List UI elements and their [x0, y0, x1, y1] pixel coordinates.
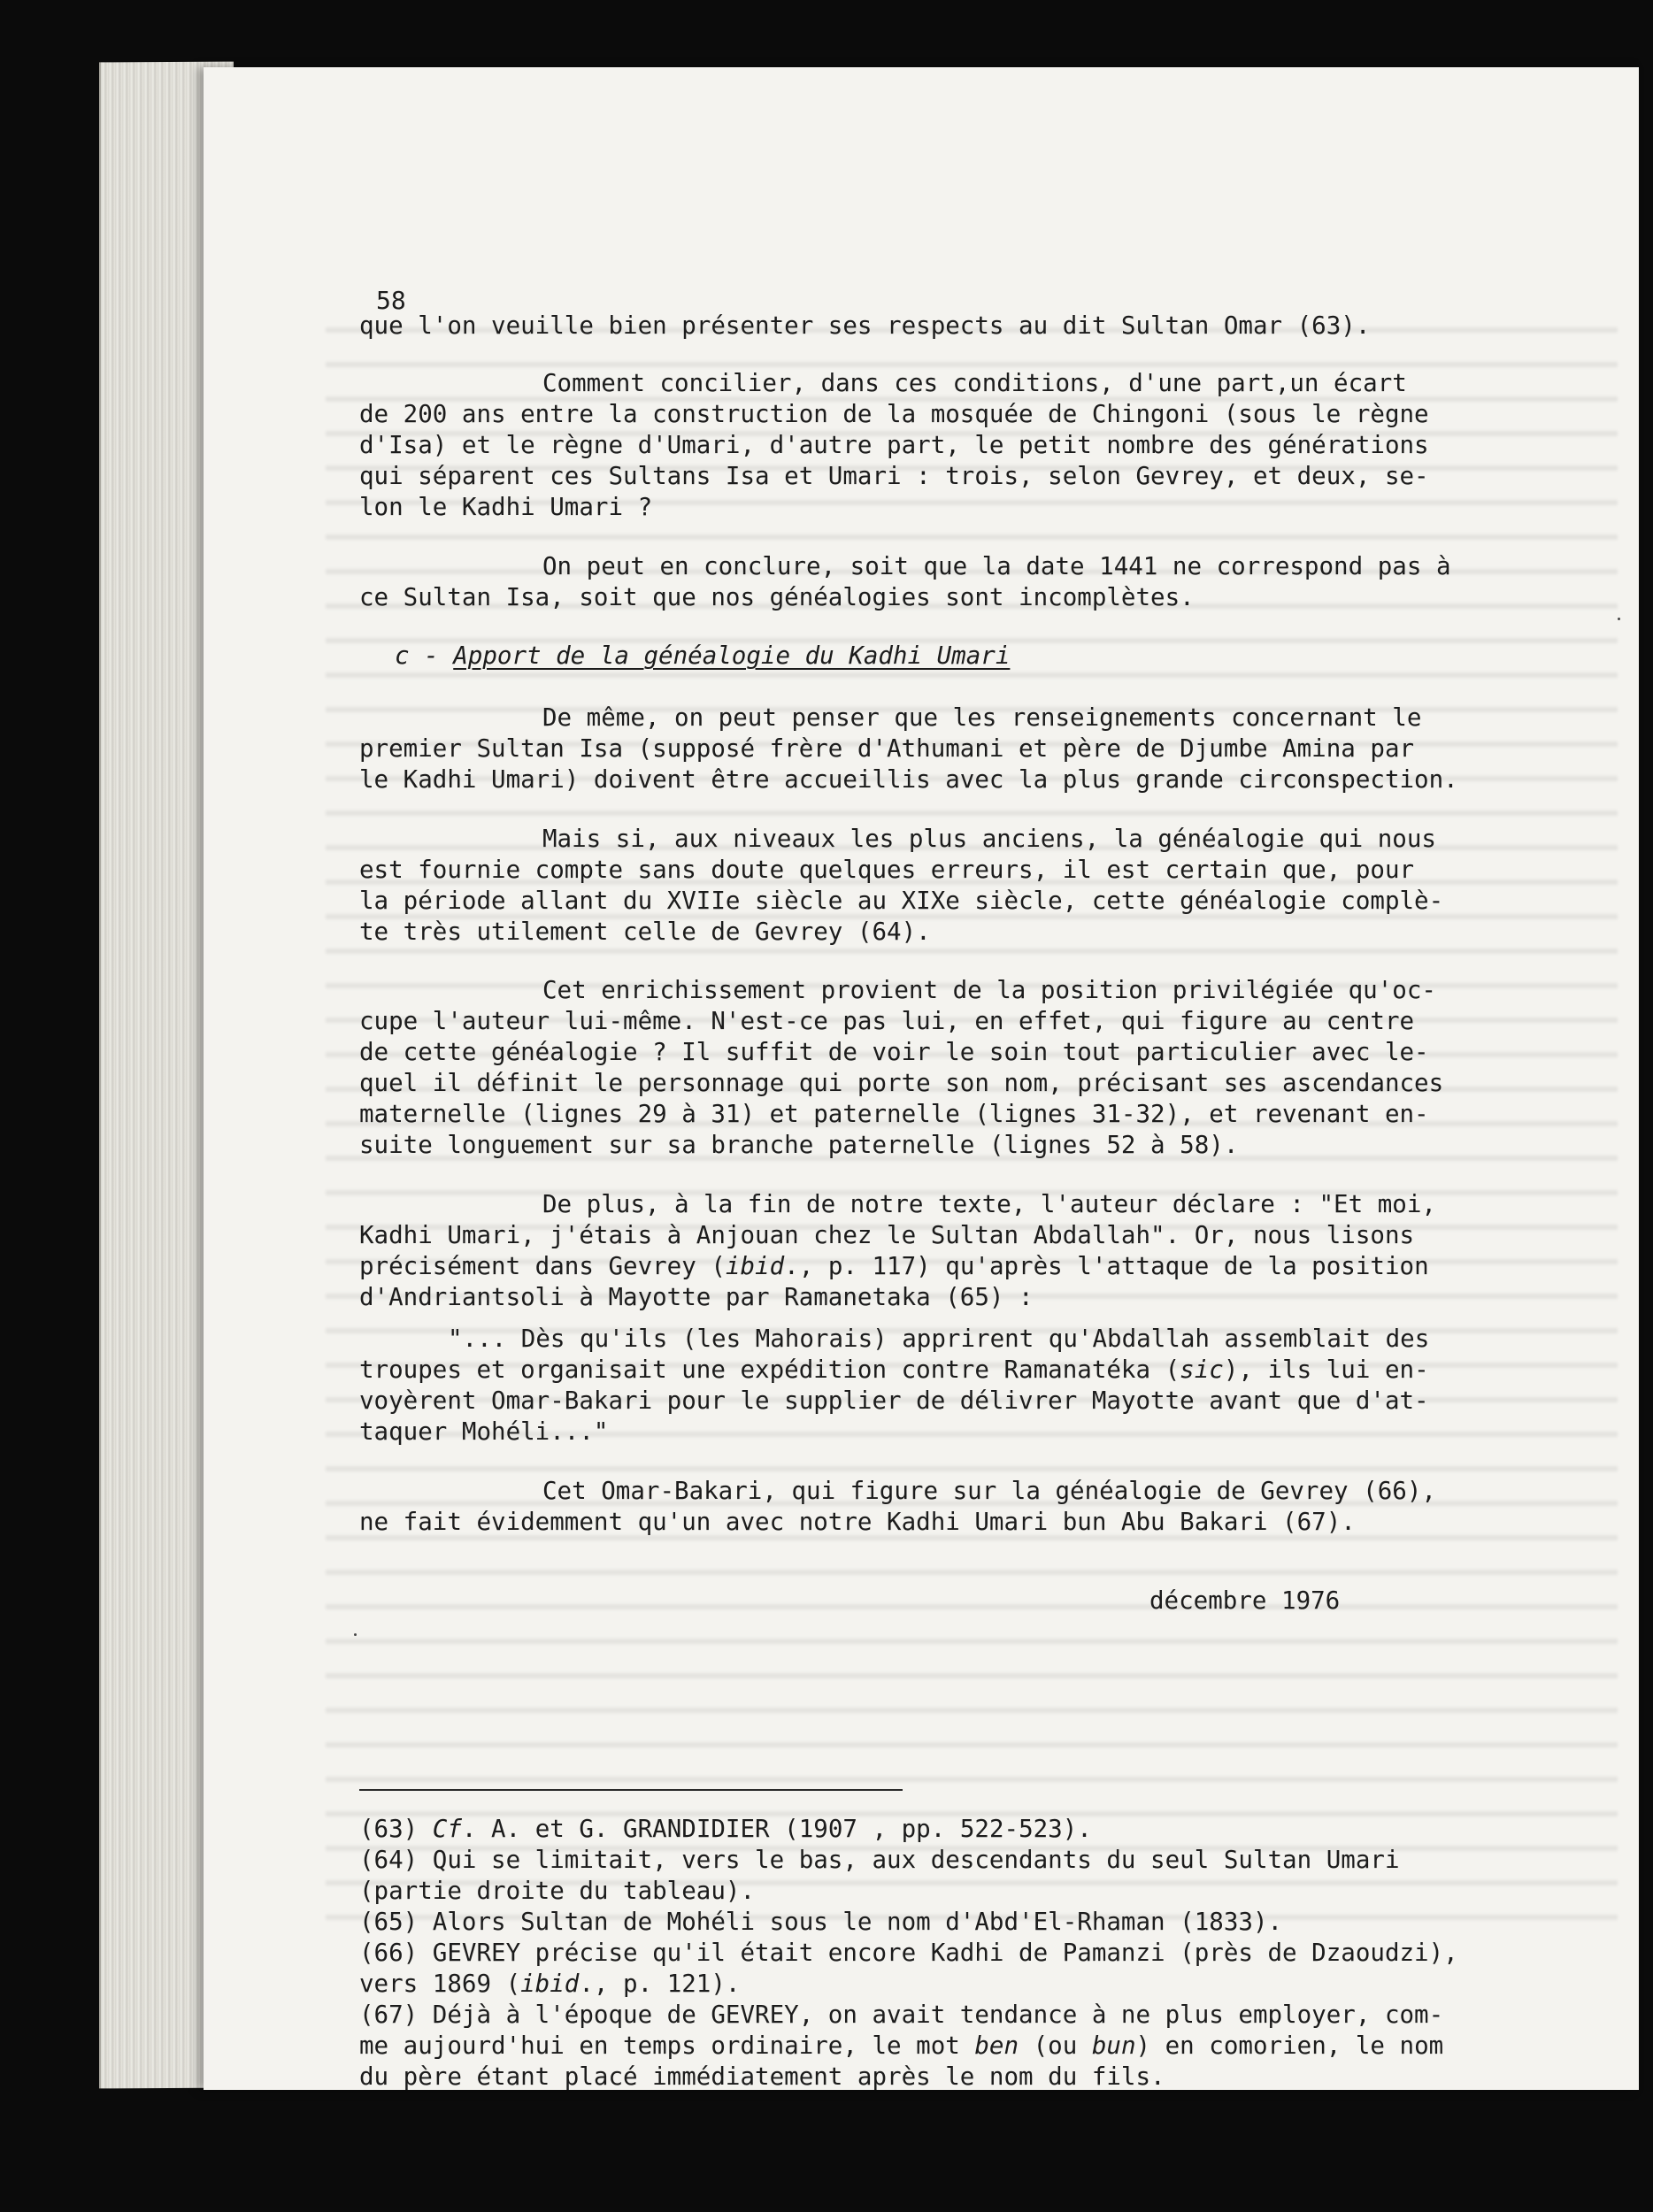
- paragraph-line: de 200 ans entre la construction de la mosquée de Chingoni (sous le règne: [359, 400, 1429, 428]
- footnote-66-cont: [359, 1969, 740, 2000]
- paragraph-line: maternelle (lignes 29 à 31) et paternelle (lignes 31-32), et revenant en-: [359, 1100, 1429, 1128]
- paragraph-line: est fournie compte sans doute quelques erreurs, il est certain que, pour: [359, 856, 1415, 884]
- footnote-67-cont: du père étant placé immédiatement après le nom du fils.: [359, 2062, 1165, 2091]
- italic-citation: ibid: [725, 1252, 785, 1280]
- paragraph-line: te très utilement celle de Gevrey (64).: [359, 918, 931, 946]
- text-run: ) en comorien, le nom: [1135, 2032, 1444, 2060]
- quote-line: taquer Mohéli...": [359, 1417, 609, 1446]
- paragraph-line: premier Sultan Isa (supposé frère d'Athumani et père de Djumbe Amina par: [359, 734, 1415, 763]
- paragraph-line: d'Andriantsoli à Mayotte par Ramanetaka (65) :: [359, 1283, 1034, 1311]
- paragraph-line: le Kadhi Umari) doivent être accueillis avec la plus grande circonspection.: [359, 765, 1458, 794]
- paragraph-line: cupe l'auteur lui-même. N'est-ce pas lui, en effet, qui figure au centre: [359, 1007, 1415, 1035]
- footnote-67-cont: [359, 2031, 1443, 2062]
- paragraph-line: [359, 1251, 1429, 1282]
- italic-sic: sic: [1180, 1356, 1224, 1384]
- italic-cf: Cf: [432, 1815, 462, 1843]
- text-run: ., p. 121).: [579, 1970, 741, 1998]
- text-run: me aujourd'hui en temps ordinaire, le mot: [359, 2032, 975, 2060]
- footnote-divider: [359, 1789, 903, 1791]
- paragraph-line: ne fait évidemment qu'un avec notre Kadhi Umari bun Abu Bakari (67).: [359, 1508, 1356, 1536]
- document-page: [204, 67, 1639, 2090]
- text-run: (ou: [1019, 2032, 1092, 2060]
- paragraph-line: quel il définit le personnage qui porte son nom, précisant ses ascendances: [359, 1069, 1444, 1097]
- ink-speck: [1618, 618, 1620, 620]
- paragraph-line: Cet enrichissement provient de la position privilégiée qu'oc-: [542, 976, 1436, 1004]
- italic-ben: ben: [974, 2032, 1019, 2060]
- paragraph-line: que l'on veuille bien présenter ses respects au dit Sultan Omar (63).: [359, 311, 1371, 340]
- text-run: précisément dans Gevrey (: [359, 1252, 726, 1280]
- footnote-63: [359, 1814, 1092, 1845]
- text-run: . A. et G. GRANDIDIER (1907 , pp. 522-523).: [461, 1815, 1092, 1843]
- footnote-67: (67) Déjà à l'époque de GEVREY, on avait tendance à ne plus employer, com-: [359, 2001, 1444, 2029]
- body-text: [359, 67, 1616, 2102]
- document-date: décembre 1976: [1149, 1586, 1341, 1615]
- page-number: 58: [376, 286, 406, 315]
- italic-bun: bun: [1091, 2032, 1136, 2060]
- paragraph-line: Comment concilier, dans ces conditions, d'une part,un écart: [542, 369, 1407, 397]
- paragraph-line: suite longuement sur sa branche paternelle (lignes 52 à 58).: [359, 1131, 1239, 1159]
- heading-title: Apport de la généalogie du Kadhi Umari: [453, 641, 1011, 670]
- ink-speck: [354, 1633, 357, 1636]
- quote-line: voyèrent Omar-Bakari pour le supplier de délivrer Mayotte avant que d'at-: [359, 1386, 1429, 1415]
- heading-prefix: c -: [395, 641, 454, 670]
- paragraph-line: d'Isa) et le règne d'Umari, d'autre part, le petit nombre des générations: [359, 431, 1429, 459]
- paragraph-line: de cette généalogie ? Il suffit de voir le soin tout particulier avec le-: [359, 1038, 1429, 1066]
- text-run: (63): [359, 1815, 433, 1843]
- text-run: ., p. 117) qu'après l'attaque de la position: [784, 1252, 1429, 1280]
- footnote-66: (66) GEVREY précise qu'il était encore Kadhi de Pamanzi (près de Dzaoudzi),: [359, 1939, 1458, 1967]
- text-run: vers 1869 (: [359, 1970, 521, 1998]
- text-run: ), ils lui en-: [1223, 1356, 1429, 1384]
- section-heading: [395, 641, 1010, 672]
- paragraph-line: Kadhi Umari, j'étais à Anjouan chez le Sultan Abdallah". Or, nous lisons: [359, 1221, 1415, 1249]
- text-run: troupes et organisait une expédition contre Ramanatéka (: [359, 1356, 1180, 1384]
- footnote-64: (64) Qui se limitait, vers le bas, aux descendants du seul Sultan Umari: [359, 1846, 1400, 1874]
- paragraph-line: De plus, à la fin de notre texte, l'auteur déclare : "Et moi,: [542, 1190, 1436, 1218]
- paragraph-line: ce Sultan Isa, soit que nos généalogies sont incomplètes.: [359, 583, 1195, 611]
- paragraph-line: On peut en conclure, soit que la date 1441 ne correspond pas à: [542, 552, 1451, 580]
- paragraph-line: la période allant du XVIIe siècle au XIXe siècle, cette généalogie complè-: [359, 887, 1444, 915]
- quote-line: "... Dès qu'ils (les Mahorais) apprirent qu'Abdallah assemblait des: [448, 1325, 1430, 1353]
- quote-line: [359, 1355, 1429, 1386]
- footnote-64-cont: (partie droite du tableau).: [359, 1877, 756, 1905]
- paragraph-line: Cet Omar-Bakari, qui figure sur la généalogie de Gevrey (66),: [542, 1477, 1436, 1505]
- footnote-65: (65) Alors Sultan de Mohéli sous le nom d'Abd'El-Rhaman (1833).: [359, 1908, 1283, 1936]
- paragraph-line: lon le Kadhi Umari ?: [359, 493, 653, 521]
- paragraph-line: qui séparent ces Sultans Isa et Umari : trois, selon Gevrey, et deux, se-: [359, 462, 1429, 490]
- paragraph-line: De même, on peut penser que les renseignements concernant le: [542, 703, 1422, 732]
- italic-ibid: ibid: [520, 1970, 580, 1998]
- paragraph-line: Mais si, aux niveaux les plus anciens, la généalogie qui nous: [542, 825, 1436, 853]
